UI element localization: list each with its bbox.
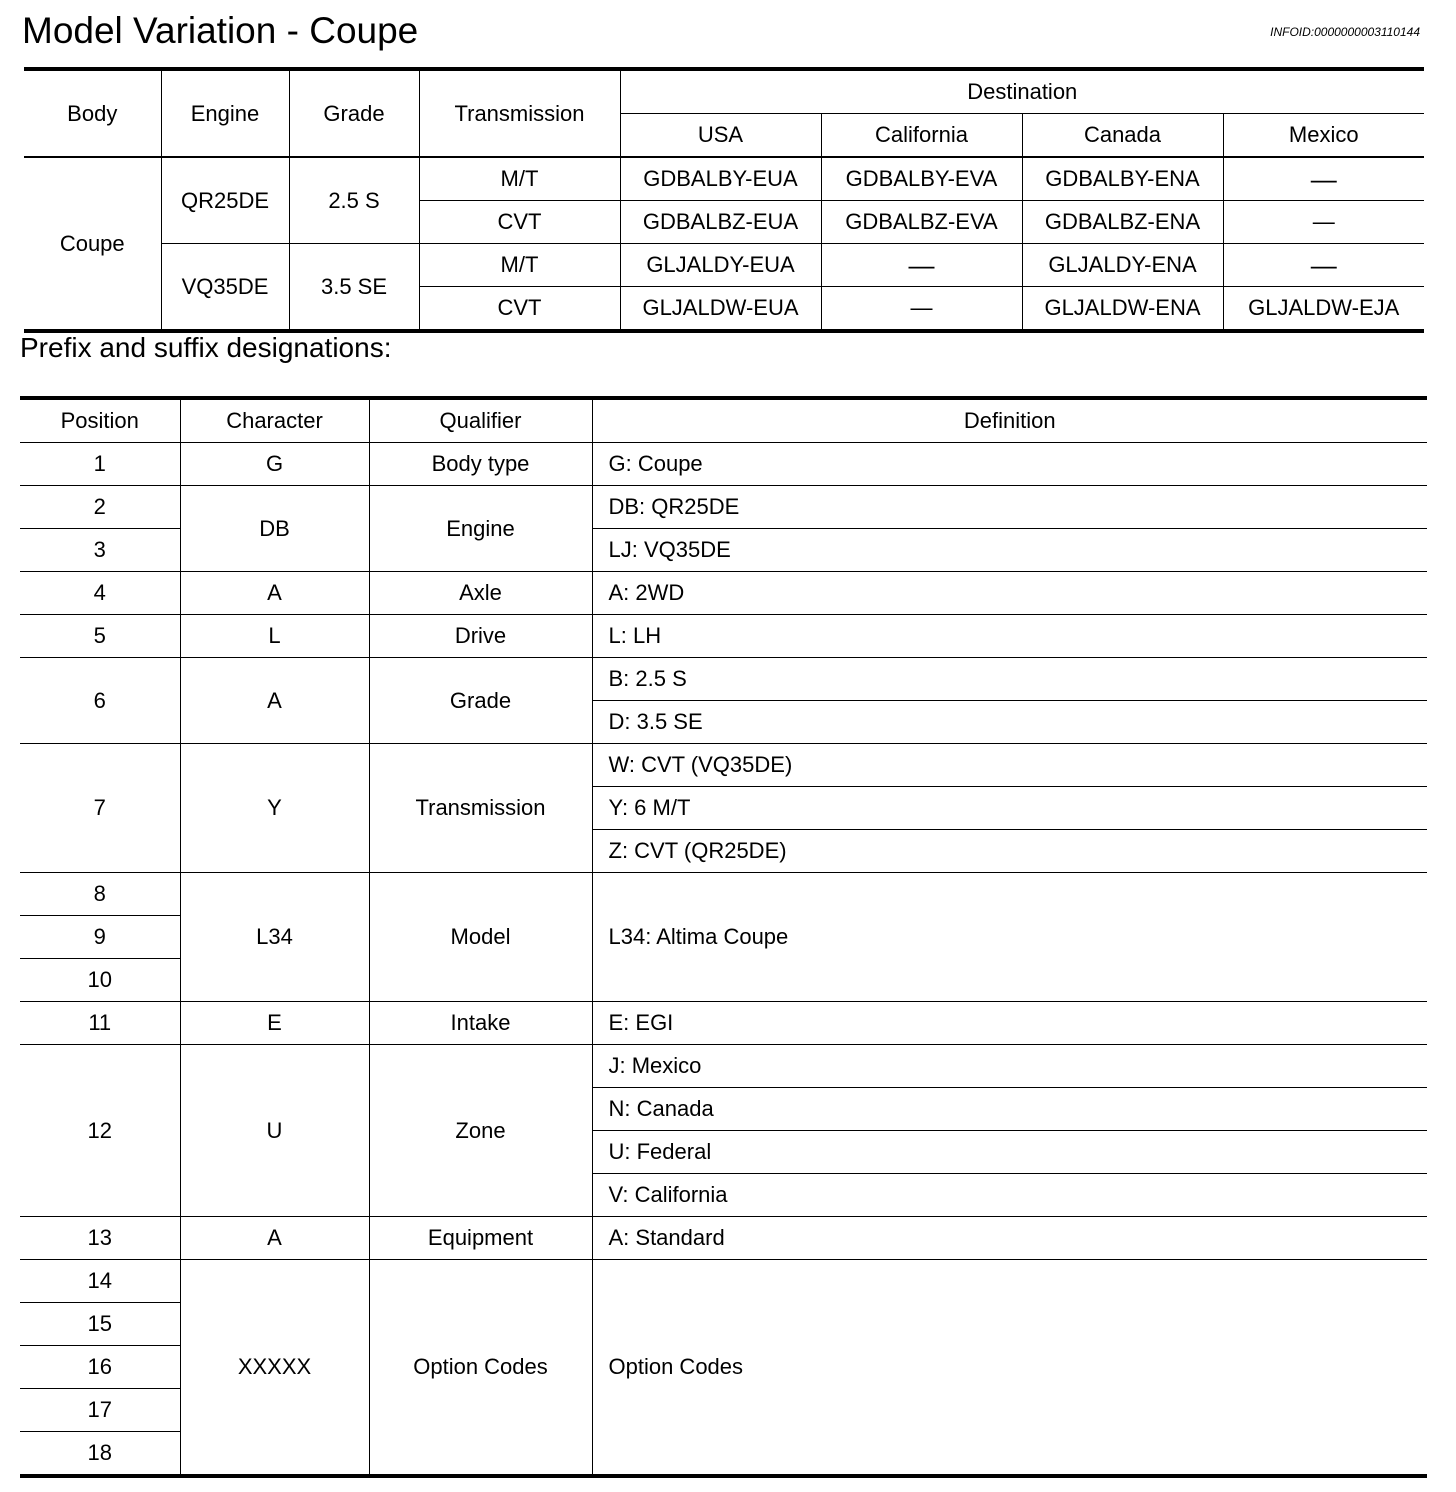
usa-cell: GLJALDY-EUA: [620, 244, 821, 287]
table-row: [20, 572, 1427, 615]
qualifier-cell: Engine: [369, 486, 592, 572]
position-cell: 11: [20, 1002, 180, 1045]
canada-cell: GDBALBZ-ENA: [1022, 201, 1223, 244]
body-cell: Coupe: [24, 157, 161, 331]
position-cell: 14: [20, 1260, 180, 1303]
position-cell: 10: [20, 959, 180, 1002]
header-destination: Destination: [620, 69, 1424, 114]
section-subtitle: Prefix and suffix designations:: [20, 332, 392, 363]
definition-cell: L: LH: [592, 615, 1427, 658]
engine-cell: VQ35DE: [161, 244, 289, 332]
table-row: [20, 486, 1427, 529]
page-title: Model Variation - Coupe: [22, 10, 419, 51]
position-cell: 1: [20, 443, 180, 486]
qualifier-cell: Zone: [369, 1045, 592, 1217]
character-cell: G: [180, 443, 369, 486]
position-cell: 15: [20, 1303, 180, 1346]
table-row: [20, 873, 1427, 916]
definition-cell: J: Mexico: [592, 1045, 1427, 1088]
table-row: [20, 1002, 1427, 1045]
qualifier-cell: Axle: [369, 572, 592, 615]
character-cell: A: [180, 658, 369, 744]
character-cell: L: [180, 615, 369, 658]
qualifier-cell: Option Codes: [369, 1260, 592, 1477]
header-california: California: [821, 114, 1022, 158]
definition-cell: N: Canada: [592, 1088, 1427, 1131]
position-cell: 2: [20, 486, 180, 529]
transmission-cell: M/T: [419, 244, 620, 287]
definition-cell: E: EGI: [592, 1002, 1427, 1045]
mexico-cell: —: [1223, 244, 1424, 287]
table-row: [20, 1260, 1427, 1303]
character-cell: A: [180, 1217, 369, 1260]
character-cell: E: [180, 1002, 369, 1045]
table-row: [20, 1045, 1427, 1088]
definition-cell: DB: QR25DE: [592, 486, 1427, 529]
header-qualifier: Qualifier: [369, 398, 592, 443]
table-header-row: [20, 398, 1427, 443]
header-definition: Definition: [592, 398, 1427, 443]
canada-cell: GLJALDY-ENA: [1022, 244, 1223, 287]
header-body: Body: [24, 69, 161, 157]
table-row: [20, 443, 1427, 486]
engine-cell: QR25DE: [161, 157, 289, 244]
model-variation-table: [24, 67, 1424, 333]
header-grade: Grade: [289, 69, 419, 157]
transmission-cell: CVT: [419, 287, 620, 332]
definition-cell: Z: CVT (QR25DE): [592, 830, 1427, 873]
qualifier-cell: Body type: [369, 443, 592, 486]
info-id: INFOID:0000000003110144: [1270, 25, 1420, 39]
canada-cell: GDBALBY-ENA: [1022, 157, 1223, 201]
position-cell: 9: [20, 916, 180, 959]
qualifier-cell: Intake: [369, 1002, 592, 1045]
position-cell: 7: [20, 744, 180, 873]
qualifier-cell: Model: [369, 873, 592, 1002]
qualifier-cell: Drive: [369, 615, 592, 658]
usa-cell: GDBALBZ-EUA: [620, 201, 821, 244]
character-cell: Y: [180, 744, 369, 873]
qualifier-cell: Equipment: [369, 1217, 592, 1260]
definition-cell: Y: 6 M/T: [592, 787, 1427, 830]
definition-cell: V: California: [592, 1174, 1427, 1217]
mexico-cell: —: [1223, 201, 1424, 244]
california-cell: GDBALBZ-EVA: [821, 201, 1022, 244]
position-cell: 12: [20, 1045, 180, 1217]
header-canada: Canada: [1022, 114, 1223, 158]
definition-cell: B: 2.5 S: [592, 658, 1427, 701]
usa-cell: GLJALDW-EUA: [620, 287, 821, 332]
character-cell: A: [180, 572, 369, 615]
california-cell: —: [821, 287, 1022, 332]
definition-cell: A: Standard: [592, 1217, 1427, 1260]
position-cell: 13: [20, 1217, 180, 1260]
mexico-cell: GLJALDW-EJA: [1223, 287, 1424, 332]
definition-cell: A: 2WD: [592, 572, 1427, 615]
table-header-row: [24, 69, 1424, 114]
character-cell: DB: [180, 486, 369, 572]
definition-cell: G: Coupe: [592, 443, 1427, 486]
qualifier-cell: Grade: [369, 658, 592, 744]
grade-cell: 3.5 SE: [289, 244, 419, 332]
table-row: [24, 157, 1424, 201]
character-cell: XXXXX: [180, 1260, 369, 1477]
canada-cell: GLJALDW-ENA: [1022, 287, 1223, 332]
definition-cell: Option Codes: [592, 1260, 1427, 1477]
table-row: [20, 744, 1427, 787]
position-cell: 18: [20, 1432, 180, 1477]
table-row: [24, 244, 1424, 287]
mexico-cell: —: [1223, 157, 1424, 201]
california-cell: GDBALBY-EVA: [821, 157, 1022, 201]
position-cell: 3: [20, 529, 180, 572]
table-row: [20, 615, 1427, 658]
position-cell: 6: [20, 658, 180, 744]
header-character: Character: [180, 398, 369, 443]
header-position: Position: [20, 398, 180, 443]
usa-cell: GDBALBY-EUA: [620, 157, 821, 201]
header-transmission: Transmission: [419, 69, 620, 157]
header-engine: Engine: [161, 69, 289, 157]
definition-cell: D: 3.5 SE: [592, 701, 1427, 744]
position-cell: 17: [20, 1389, 180, 1432]
california-cell: —: [821, 244, 1022, 287]
definition-cell: U: Federal: [592, 1131, 1427, 1174]
position-cell: 8: [20, 873, 180, 916]
position-cell: 5: [20, 615, 180, 658]
table-row: [20, 658, 1427, 701]
position-cell: 4: [20, 572, 180, 615]
transmission-cell: CVT: [419, 201, 620, 244]
table-row: [20, 1217, 1427, 1260]
header-usa: USA: [620, 114, 821, 158]
character-cell: L34: [180, 873, 369, 1002]
definition-cell: L34: Altima Coupe: [592, 873, 1427, 1002]
definition-cell: LJ: VQ35DE: [592, 529, 1427, 572]
character-cell: U: [180, 1045, 369, 1217]
qualifier-cell: Transmission: [369, 744, 592, 873]
transmission-cell: M/T: [419, 157, 620, 201]
prefix-suffix-table: [20, 396, 1427, 1478]
position-cell: 16: [20, 1346, 180, 1389]
definition-cell: W: CVT (VQ35DE): [592, 744, 1427, 787]
header-mexico: Mexico: [1223, 114, 1424, 158]
grade-cell: 2.5 S: [289, 157, 419, 244]
